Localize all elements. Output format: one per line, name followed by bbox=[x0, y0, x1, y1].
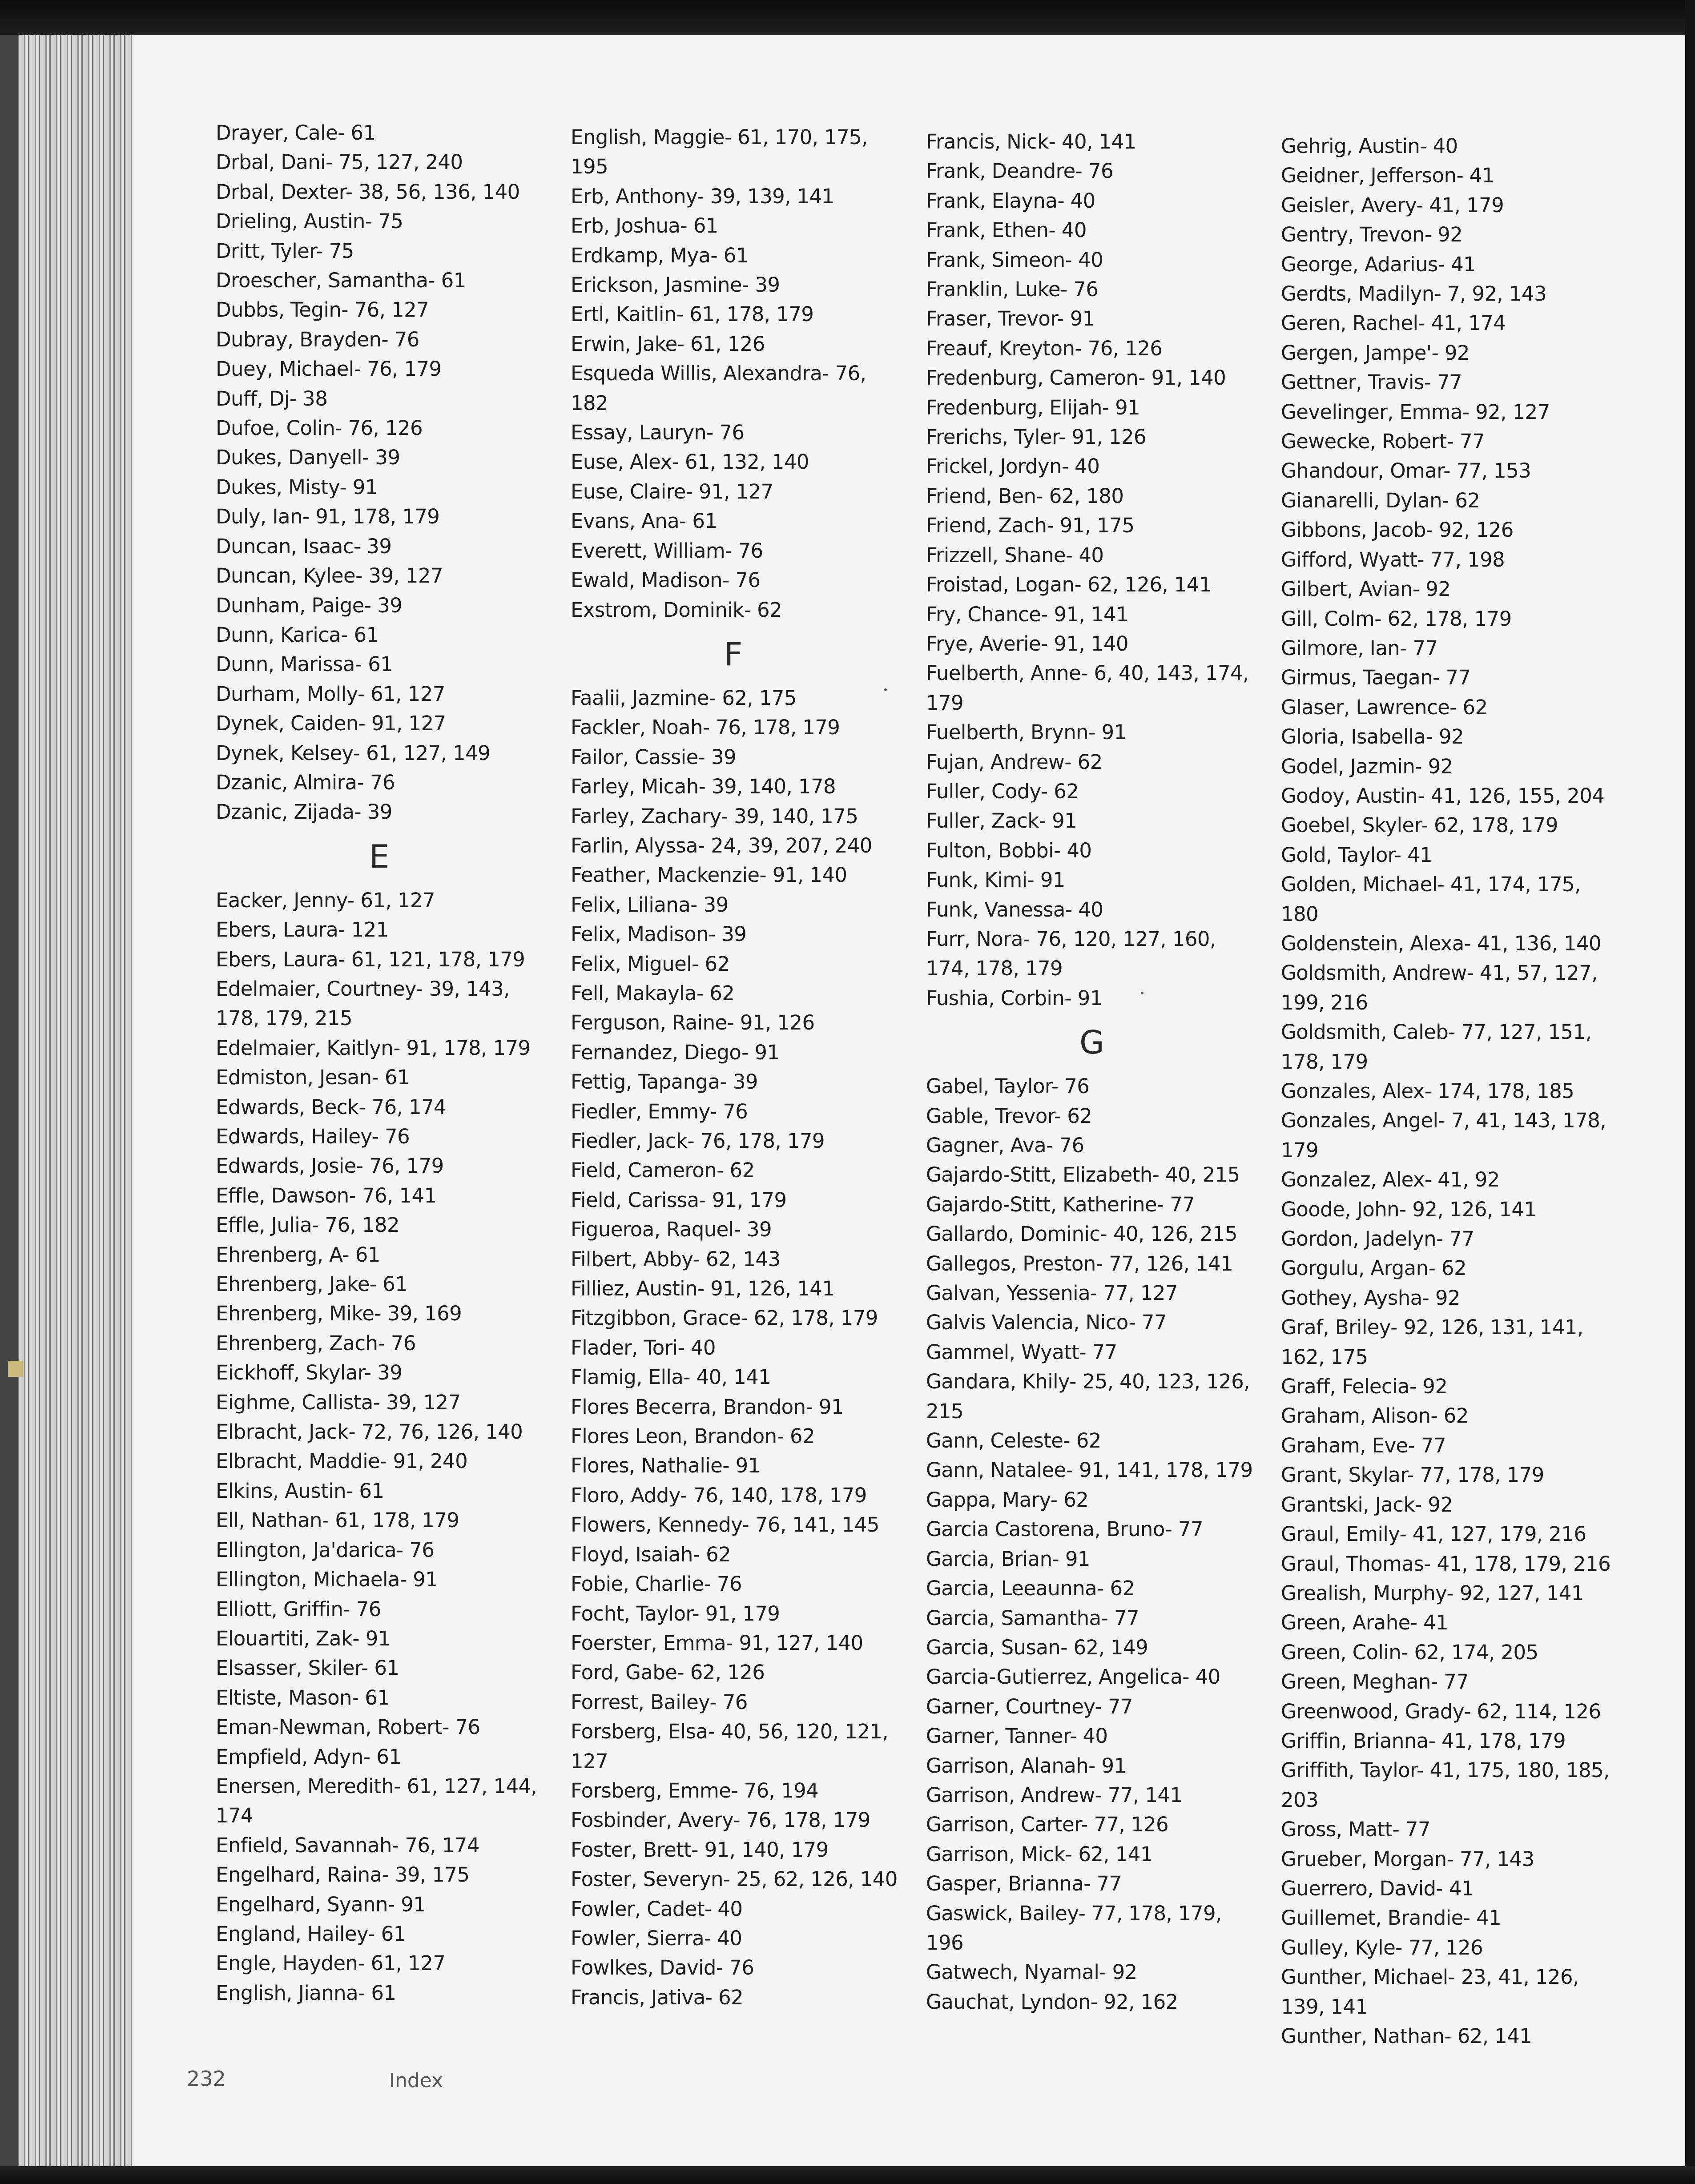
index-entry: Green, Meghan- 77 bbox=[1281, 1670, 1469, 1694]
index-entry: Dunham, Paige- 39 bbox=[216, 593, 403, 617]
index-entry: Gunther, Nathan- 62, 141 bbox=[1281, 2024, 1532, 2048]
index-entry: Ellington, Michaela- 91 bbox=[216, 1568, 438, 1592]
index-entry: Gettner, Travis- 77 bbox=[1281, 370, 1462, 394]
index-entry: Flores Leon, Brandon- 62 bbox=[571, 1424, 815, 1448]
index-entry: 179 bbox=[1281, 1138, 1319, 1162]
page-number: 232 bbox=[187, 2067, 226, 2091]
index-entry: Gordon, Jadelyn- 77 bbox=[1281, 1227, 1474, 1251]
book-binding-edge bbox=[0, 0, 133, 2184]
index-entry: Friend, Zach- 91, 175 bbox=[926, 514, 1135, 538]
index-entry: Garcia, Susan- 62, 149 bbox=[926, 1635, 1148, 1659]
index-entry: Garcia, Brian- 91 bbox=[926, 1547, 1090, 1571]
index-entry: Empfield, Adyn- 61 bbox=[216, 1745, 402, 1769]
index-entry: Elsasser, Skiler- 61 bbox=[216, 1656, 399, 1680]
index-entry: Gentry, Trevon- 92 bbox=[1281, 223, 1463, 247]
index-entry: Golden, Michael- 41, 174, 175, bbox=[1281, 873, 1581, 897]
index-entry: Elbracht, Maddie- 91, 240 bbox=[216, 1449, 468, 1473]
index-entry: Eickhoff, Skylar- 39 bbox=[216, 1361, 403, 1385]
index-entry: Frizzell, Shane- 40 bbox=[926, 543, 1104, 567]
index-column-4 bbox=[1281, 132, 1632, 2051]
index-entry: Gajardo-Stitt, Elizabeth- 40, 215 bbox=[926, 1163, 1240, 1187]
index-entry: Fobie, Charlie- 76 bbox=[571, 1572, 742, 1596]
index-entry: Gewecke, Robert- 77 bbox=[1281, 430, 1485, 454]
index-entry: Dynek, Caiden- 91, 127 bbox=[216, 712, 446, 736]
index-entry: Gable, Trevor- 62 bbox=[926, 1104, 1092, 1128]
scan-speck bbox=[884, 688, 887, 691]
index-entry: Gloria, Isabella- 92 bbox=[1281, 725, 1464, 749]
index-entry: Gerdts, Madilyn- 7, 92, 143 bbox=[1281, 282, 1546, 306]
index-entry: Guillemet, Brandie- 41 bbox=[1281, 1906, 1502, 1930]
index-entry: Fiedler, Jack- 76, 178, 179 bbox=[571, 1129, 825, 1153]
index-entry: Fettig, Tapanga- 39 bbox=[571, 1070, 758, 1094]
index-entry: Duncan, Isaac- 39 bbox=[216, 534, 392, 558]
index-entry: Griffith, Taylor- 41, 175, 180, 185, bbox=[1281, 1758, 1610, 1782]
index-entry: 203 bbox=[1281, 1788, 1319, 1812]
index-entry: Filliez, Austin- 91, 126, 141 bbox=[571, 1277, 835, 1301]
index-entry: Gifford, Wyatt- 77, 198 bbox=[1281, 547, 1505, 571]
index-entry: Fulton, Bobbi- 40 bbox=[926, 838, 1092, 862]
index-entry: Ghandour, Omar- 77, 153 bbox=[1281, 459, 1531, 483]
index-entry: Garrison, Carter- 77, 126 bbox=[926, 1813, 1169, 1837]
index-entry: Euse, Claire- 91, 127 bbox=[571, 479, 773, 503]
index-entry: Ellington, Ja'darica- 76 bbox=[216, 1538, 435, 1562]
index-entry: Flamig, Ella- 40, 141 bbox=[571, 1365, 771, 1389]
index-entry: Fuelberth, Anne- 6, 40, 143, 174, bbox=[926, 661, 1249, 685]
index-entry: Dufoe, Colin- 76, 126 bbox=[216, 416, 423, 440]
index-entry: Dzanic, Almira- 76 bbox=[216, 770, 395, 794]
index-entry: Frank, Deandre- 76 bbox=[926, 159, 1114, 183]
index-entry: Gross, Matt- 77 bbox=[1281, 1818, 1430, 1842]
index-entry: Forsberg, Emme- 76, 194 bbox=[571, 1778, 819, 1802]
index-entry: Gatwech, Nyamal- 92 bbox=[926, 1960, 1137, 1984]
index-entry: Frank, Ethen- 40 bbox=[926, 218, 1087, 242]
index-entry: Galvan, Yessenia- 77, 127 bbox=[926, 1281, 1178, 1305]
index-entry: Erdkamp, Mya- 61 bbox=[571, 243, 749, 267]
index-entry: Geren, Rachel- 41, 174 bbox=[1281, 311, 1506, 335]
index-entry: Dzanic, Zijada- 39 bbox=[216, 800, 392, 824]
index-entry: Frerichs, Tyler- 91, 126 bbox=[926, 425, 1146, 449]
index-entry: 196 bbox=[926, 1931, 964, 1955]
index-entry: Dunn, Marissa- 61 bbox=[216, 652, 393, 676]
index-entry: Enersen, Meredith- 61, 127, 144, bbox=[216, 1774, 537, 1798]
index-entry: Evans, Ana- 61 bbox=[571, 509, 717, 533]
index-entry: 174, 178, 179 bbox=[926, 957, 1063, 981]
index-entry: Gappa, Mary- 62 bbox=[926, 1488, 1089, 1512]
index-entry: Foster, Brett- 91, 140, 179 bbox=[571, 1838, 829, 1862]
index-entry: Effle, Julia- 76, 182 bbox=[216, 1213, 399, 1237]
index-entry: 178, 179, 215 bbox=[216, 1006, 353, 1030]
index-entry: Gammel, Wyatt- 77 bbox=[926, 1340, 1117, 1364]
index-entry: Eman-Newman, Robert- 76 bbox=[216, 1715, 480, 1739]
index-entry: Griffin, Brianna- 41, 178, 179 bbox=[1281, 1729, 1566, 1753]
index-entry: Forsberg, Elsa- 40, 56, 120, 121, bbox=[571, 1720, 889, 1744]
index-entry: Gann, Celeste- 62 bbox=[926, 1429, 1101, 1453]
index-entry: Dritt, Tyler- 75 bbox=[216, 239, 354, 263]
index-entry: Gajardo-Stitt, Katherine- 77 bbox=[926, 1192, 1195, 1216]
index-entry: Ewald, Madison- 76 bbox=[571, 568, 761, 592]
index-entry: Gallegos, Preston- 77, 126, 141 bbox=[926, 1251, 1233, 1275]
index-entry: Foster, Severyn- 25, 62, 126, 140 bbox=[571, 1867, 898, 1891]
index-entry: Ehrenberg, Jake- 61 bbox=[216, 1272, 408, 1296]
index-entry: Eltiste, Mason- 61 bbox=[216, 1685, 390, 1709]
index-entry: Exstrom, Dominik- 62 bbox=[571, 598, 782, 622]
index-entry: Effle, Dawson- 76, 141 bbox=[216, 1183, 437, 1207]
index-entry: Drayer, Cale- 61 bbox=[216, 121, 376, 145]
index-entry: English, Maggie- 61, 170, 175, bbox=[571, 125, 868, 149]
index-entry: Floyd, Isaiah- 62 bbox=[571, 1542, 731, 1566]
index-entry: Green, Colin- 62, 174, 205 bbox=[1281, 1640, 1538, 1664]
index-entry: Graul, Emily- 41, 127, 179, 216 bbox=[1281, 1522, 1586, 1546]
letter-heading: G bbox=[1079, 1024, 1104, 1062]
index-entry: Flores, Nathalie- 91 bbox=[571, 1454, 761, 1478]
index-entry: Dukes, Misty- 91 bbox=[216, 475, 378, 499]
index-entry: Gallardo, Dominic- 40, 126, 215 bbox=[926, 1222, 1237, 1246]
index-entry: Frickel, Jordyn- 40 bbox=[926, 454, 1100, 479]
index-entry: Goldsmith, Andrew- 41, 57, 127, bbox=[1281, 961, 1598, 985]
index-entry: Fowler, Cadet- 40 bbox=[571, 1897, 743, 1921]
index-entry: Geisler, Avery- 41, 179 bbox=[1281, 193, 1504, 217]
index-entry: Fuller, Cody- 62 bbox=[926, 779, 1079, 803]
index-entry: Godel, Jazmin- 92 bbox=[1281, 754, 1453, 778]
index-entry: Garrison, Alanah- 91 bbox=[926, 1754, 1127, 1778]
index-entry: 182 bbox=[571, 391, 608, 415]
index-entry: 199, 216 bbox=[1281, 990, 1368, 1014]
index-entry: Duey, Michael- 76, 179 bbox=[216, 357, 442, 381]
index-entry: Garcia-Gutierrez, Angelica- 40 bbox=[926, 1665, 1220, 1689]
index-entry: Elliott, Griffin- 76 bbox=[216, 1597, 381, 1621]
index-entry: Goebel, Skyler- 62, 178, 179 bbox=[1281, 813, 1558, 837]
index-entry: Flowers, Kennedy- 76, 141, 145 bbox=[571, 1513, 879, 1537]
index-entry: Furr, Nora- 76, 120, 127, 160, bbox=[926, 927, 1216, 951]
index-entry: Farlin, Alyssa- 24, 39, 207, 240 bbox=[571, 833, 872, 857]
index-entry: Froistad, Logan- 62, 126, 141 bbox=[926, 573, 1212, 597]
index-entry: Droescher, Samantha- 61 bbox=[216, 269, 466, 293]
index-entry: Gaswick, Bailey- 77, 178, 179, bbox=[926, 1901, 1222, 1925]
index-entry: Francis, Nick- 40, 141 bbox=[926, 130, 1136, 153]
index-entry: Fry, Chance- 91, 141 bbox=[926, 602, 1129, 626]
index-entry: Field, Carissa- 91, 179 bbox=[571, 1188, 787, 1212]
index-entry: 174 bbox=[216, 1804, 254, 1828]
index-entry: Duff, Dj- 38 bbox=[216, 386, 328, 410]
index-entry: Graul, Thomas- 41, 178, 179, 216 bbox=[1281, 1552, 1611, 1576]
index-entry: Gonzales, Angel- 7, 41, 143, 178, bbox=[1281, 1109, 1606, 1133]
index-entry: Graff, Felecia- 92 bbox=[1281, 1375, 1448, 1399]
index-entry: Fell, Makayla- 62 bbox=[571, 981, 735, 1005]
index-entry: Dukes, Danyell- 39 bbox=[216, 446, 400, 470]
index-entry: Garcia, Samantha- 77 bbox=[926, 1606, 1139, 1630]
index-entry: Graham, Eve- 77 bbox=[1281, 1433, 1446, 1457]
index-entry: Gagner, Ava- 76 bbox=[926, 1134, 1084, 1157]
index-entry: Fosbinder, Avery- 76, 178, 179 bbox=[571, 1808, 870, 1832]
index-entry: Ford, Gabe- 62, 126 bbox=[571, 1661, 765, 1685]
index-entry: Flader, Tori- 40 bbox=[571, 1335, 716, 1359]
index-entry: Garcia Castorena, Bruno- 77 bbox=[926, 1517, 1203, 1541]
index-entry: Guerrero, David- 41 bbox=[1281, 1876, 1474, 1900]
index-entry: Engelhard, Raina- 39, 175 bbox=[216, 1863, 470, 1887]
index-entry: Gibbons, Jacob- 92, 126 bbox=[1281, 518, 1514, 542]
index-entry: Figueroa, Raquel- 39 bbox=[571, 1218, 772, 1242]
index-entry: Erb, Joshua- 61 bbox=[571, 214, 718, 238]
index-entry: Galvis Valencia, Nico- 77 bbox=[926, 1311, 1167, 1335]
index-entry: Floro, Addy- 76, 140, 178, 179 bbox=[571, 1483, 867, 1507]
index-entry: Gothey, Aysha- 92 bbox=[1281, 1286, 1460, 1310]
index-entry: Garrison, Andrew- 77, 141 bbox=[926, 1783, 1183, 1807]
index-entry: Duncan, Kylee- 39, 127 bbox=[216, 564, 443, 588]
index-entry: Eighme, Callista- 39, 127 bbox=[216, 1390, 461, 1414]
index-entry: Esqueda Willis, Alexandra- 76, bbox=[571, 362, 866, 386]
index-entry: Drbal, Dani- 75, 127, 240 bbox=[216, 150, 463, 174]
scan-top-border bbox=[0, 0, 1695, 35]
index-entry: Essay, Lauryn- 76 bbox=[571, 421, 745, 445]
index-entry: Drbal, Dexter- 38, 56, 136, 140 bbox=[216, 180, 520, 204]
index-entry: Filbert, Abby- 62, 143 bbox=[571, 1247, 781, 1271]
index-entry: Gergen, Jampe'- 92 bbox=[1281, 341, 1470, 365]
index-entry: Elbracht, Jack- 72, 76, 126, 140 bbox=[216, 1420, 523, 1444]
index-entry: Ebers, Laura- 121 bbox=[216, 918, 389, 942]
index-entry: Drieling, Austin- 75 bbox=[216, 209, 403, 233]
index-entry: Erb, Anthony- 39, 139, 141 bbox=[571, 184, 834, 208]
index-entry: Gonzalez, Alex- 41, 92 bbox=[1281, 1168, 1500, 1192]
index-entry: Gabel, Taylor- 76 bbox=[926, 1074, 1090, 1098]
index-entry: Goode, John- 92, 126, 141 bbox=[1281, 1197, 1537, 1221]
index-column-3 bbox=[926, 127, 1277, 2017]
index-entry: Graham, Alison- 62 bbox=[1281, 1404, 1469, 1428]
index-entry: Franklin, Luke- 76 bbox=[926, 278, 1099, 302]
index-entry: Felix, Miguel- 62 bbox=[571, 952, 730, 976]
index-entry: Foerster, Emma- 91, 127, 140 bbox=[571, 1631, 863, 1655]
index-entry: Farley, Micah- 39, 140, 178 bbox=[571, 775, 836, 799]
index-entry: Elouartiti, Zak- 91 bbox=[216, 1626, 391, 1650]
index-entry: Gorgulu, Argan- 62 bbox=[1281, 1256, 1466, 1280]
index-entry: Green, Arahe- 41 bbox=[1281, 1611, 1449, 1635]
index-entry: Dunn, Karica- 61 bbox=[216, 623, 379, 647]
index-entry: Gevelinger, Emma- 92, 127 bbox=[1281, 400, 1550, 424]
index-entry: George, Adarius- 41 bbox=[1281, 252, 1476, 276]
index-entry: Fushia, Corbin- 91 bbox=[926, 986, 1103, 1010]
index-entry: Forrest, Bailey- 76 bbox=[571, 1690, 748, 1714]
index-entry: Erwin, Jake- 61, 126 bbox=[571, 332, 765, 356]
index-entry: Ertl, Kaitlin- 61, 178, 179 bbox=[571, 302, 814, 326]
index-entry: Euse, Alex- 61, 132, 140 bbox=[571, 450, 809, 474]
index-entry: Edwards, Beck- 76, 174 bbox=[216, 1095, 447, 1119]
scan-speck bbox=[1141, 992, 1143, 994]
index-entry: Edelmaier, Kaitlyn- 91, 178, 179 bbox=[216, 1036, 531, 1060]
index-entry: Ehrenberg, Mike- 39, 169 bbox=[216, 1302, 462, 1326]
index-entry: Garrison, Mick- 62, 141 bbox=[926, 1842, 1153, 1866]
index-entry: Felix, Liliana- 39 bbox=[571, 893, 729, 917]
section-name: Index bbox=[389, 2069, 443, 2092]
index-entry: Gulley, Kyle- 77, 126 bbox=[1281, 1935, 1483, 1959]
index-entry: Fredenburg, Cameron- 91, 140 bbox=[926, 366, 1226, 390]
index-entry: Edelmaier, Courtney- 39, 143, bbox=[216, 977, 510, 1001]
index-column-2 bbox=[571, 123, 922, 2012]
index-entry: 139, 141 bbox=[1281, 1995, 1368, 2019]
index-entry: Garcia, Leeaunna- 62 bbox=[926, 1577, 1135, 1601]
index-entry: Fredenburg, Elijah- 91 bbox=[926, 395, 1140, 419]
index-entry: Fitzgibbon, Grace- 62, 178, 179 bbox=[571, 1306, 878, 1330]
index-entry: Elkins, Austin- 61 bbox=[216, 1479, 384, 1503]
index-entry: Gianarelli, Dylan- 62 bbox=[1281, 488, 1480, 512]
index-entry: Gandara, Khily- 25, 40, 123, 126, bbox=[926, 1370, 1250, 1394]
index-entry: 178, 179 bbox=[1281, 1050, 1368, 1074]
index-entry: Ebers, Laura- 61, 121, 178, 179 bbox=[216, 947, 525, 971]
index-entry: Dynek, Kelsey- 61, 127, 149 bbox=[216, 741, 491, 765]
index-entry: Field, Cameron- 62 bbox=[571, 1158, 755, 1182]
index-entry: Gehrig, Austin- 40 bbox=[1281, 134, 1458, 158]
index-entry: Goldenstein, Alexa- 41, 136, 140 bbox=[1281, 931, 1602, 955]
index-entry: Flores Becerra, Brandon- 91 bbox=[571, 1395, 844, 1419]
index-entry: Feather, Mackenzie- 91, 140 bbox=[571, 863, 847, 887]
index-entry: Everett, William- 76 bbox=[571, 539, 763, 563]
index-entry: Grealish, Murphy- 92, 127, 141 bbox=[1281, 1581, 1584, 1605]
scan-right-border bbox=[1685, 0, 1695, 2184]
index-entry: Erickson, Jasmine- 39 bbox=[571, 273, 780, 297]
index-entry: Eacker, Jenny- 61, 127 bbox=[216, 888, 435, 912]
index-entry: Gilmore, Ian- 77 bbox=[1281, 636, 1438, 660]
index-entry: Grueber, Morgan- 77, 143 bbox=[1281, 1847, 1534, 1871]
index-entry: Graf, Briley- 92, 126, 131, 141, bbox=[1281, 1315, 1583, 1339]
index-entry: Farley, Zachary- 39, 140, 175 bbox=[571, 804, 858, 828]
index-entry: Gunther, Michael- 23, 41, 126, bbox=[1281, 1965, 1579, 1989]
index-entry: Goldsmith, Caleb- 77, 127, 151, bbox=[1281, 1020, 1592, 1044]
index-entry: Ehrenberg, A- 61 bbox=[216, 1243, 380, 1267]
index-entry: Godoy, Austin- 41, 126, 155, 204 bbox=[1281, 784, 1605, 808]
index-column-1 bbox=[216, 118, 567, 2008]
index-entry: Ehrenberg, Zach- 76 bbox=[216, 1331, 416, 1355]
index-entry: 215 bbox=[926, 1399, 964, 1423]
index-entry: Fowlkes, David- 76 bbox=[571, 1956, 754, 1980]
index-entry: Edmiston, Jesan- 61 bbox=[216, 1066, 410, 1090]
index-entry: Fujan, Andrew- 62 bbox=[926, 750, 1103, 774]
index-entry: Edwards, Josie- 76, 179 bbox=[216, 1154, 444, 1178]
index-entry: Garner, Tanner- 40 bbox=[926, 1724, 1108, 1748]
letter-heading: E bbox=[369, 837, 389, 875]
index-entry: Fuller, Zack- 91 bbox=[926, 809, 1077, 833]
index-entry: Friend, Ben- 62, 180 bbox=[926, 484, 1124, 508]
index-entry: Ell, Nathan- 61, 178, 179 bbox=[216, 1508, 459, 1532]
index-entry: Gauchat, Lyndon- 92, 162 bbox=[926, 1990, 1178, 2014]
index-entry: Dubbs, Tegin- 76, 127 bbox=[216, 298, 429, 322]
index-entry: 195 bbox=[571, 155, 608, 179]
index-entry: Glaser, Lawrence- 62 bbox=[1281, 695, 1488, 719]
index-entry: Frank, Elayna- 40 bbox=[926, 189, 1095, 213]
index-entry: Fackler, Noah- 76, 178, 179 bbox=[571, 716, 840, 740]
index-entry: Funk, Vanessa- 40 bbox=[926, 897, 1103, 921]
index-entry: Fuelberth, Brynn- 91 bbox=[926, 720, 1127, 744]
binding-color-mark bbox=[8, 1361, 23, 1377]
index-entry: 180 bbox=[1281, 902, 1319, 926]
index-entry: Edwards, Hailey- 76 bbox=[216, 1125, 410, 1148]
index-entry: Gill, Colm- 62, 178, 179 bbox=[1281, 607, 1512, 631]
index-entry: Frank, Simeon- 40 bbox=[926, 248, 1103, 272]
index-entry: Fiedler, Emmy- 76 bbox=[571, 1099, 748, 1123]
index-entry: Faalii, Jazmine- 62, 175 bbox=[571, 686, 797, 710]
letter-heading: F bbox=[724, 635, 742, 673]
index-entry: 162, 175 bbox=[1281, 1345, 1368, 1369]
index-entry: Gonzales, Alex- 174, 178, 185 bbox=[1281, 1079, 1574, 1103]
index-entry: Funk, Kimi- 91 bbox=[926, 868, 1065, 892]
index-entry: England, Hailey- 61 bbox=[216, 1922, 406, 1946]
index-entry: Durham, Molly- 61, 127 bbox=[216, 682, 445, 706]
index-entry: Grant, Skylar- 77, 178, 179 bbox=[1281, 1463, 1544, 1487]
binding-shadow bbox=[0, 0, 18, 2184]
index-entry: Focht, Taylor- 91, 179 bbox=[571, 1601, 780, 1625]
index-entry: Grantski, Jack- 92 bbox=[1281, 1492, 1453, 1516]
index-entry: English, Jianna- 61 bbox=[216, 1981, 396, 2005]
index-entry: Duly, Ian- 91, 178, 179 bbox=[216, 505, 440, 529]
index-entry: Frye, Averie- 91, 140 bbox=[926, 631, 1128, 656]
index-entry: Greenwood, Grady- 62, 114, 126 bbox=[1281, 1699, 1601, 1723]
index-entry: Gasper, Brianna- 77 bbox=[926, 1872, 1122, 1896]
index-entry: Francis, Jativa- 62 bbox=[571, 1985, 744, 2009]
index-entry: Fraser, Trevor- 91 bbox=[926, 307, 1095, 331]
index-entry: Enfield, Savannah- 76, 174 bbox=[216, 1833, 479, 1857]
index-entry: Freauf, Kreyton- 76, 126 bbox=[926, 336, 1163, 360]
index-entry: Garner, Courtney- 77 bbox=[926, 1694, 1133, 1718]
index-entry: Failor, Cassie- 39 bbox=[571, 745, 737, 769]
index-entry: Engelhard, Syann- 91 bbox=[216, 1892, 426, 1916]
scan-bottom-border bbox=[0, 2166, 1695, 2184]
index-entry: Fowler, Sierra- 40 bbox=[571, 1926, 742, 1950]
index-entry: Fernandez, Diego- 91 bbox=[571, 1040, 780, 1064]
index-entry: Gold, Taylor- 41 bbox=[1281, 843, 1433, 867]
index-entry: 127 bbox=[571, 1749, 608, 1773]
index-entry: 179 bbox=[926, 691, 964, 715]
index-entry: Felix, Madison- 39 bbox=[571, 922, 747, 946]
index-entry: Geidner, Jefferson- 41 bbox=[1281, 164, 1494, 188]
index-entry: Ferguson, Raine- 91, 126 bbox=[571, 1011, 815, 1035]
index-entry: Gann, Natalee- 91, 141, 178, 179 bbox=[926, 1458, 1253, 1482]
index-entry: Girmus, Taegan- 77 bbox=[1281, 666, 1471, 690]
index-entry: Engle, Hayden- 61, 127 bbox=[216, 1951, 446, 1975]
index-entry: Gilbert, Avian- 92 bbox=[1281, 577, 1451, 601]
index-entry: Dubray, Brayden- 76 bbox=[216, 327, 419, 351]
